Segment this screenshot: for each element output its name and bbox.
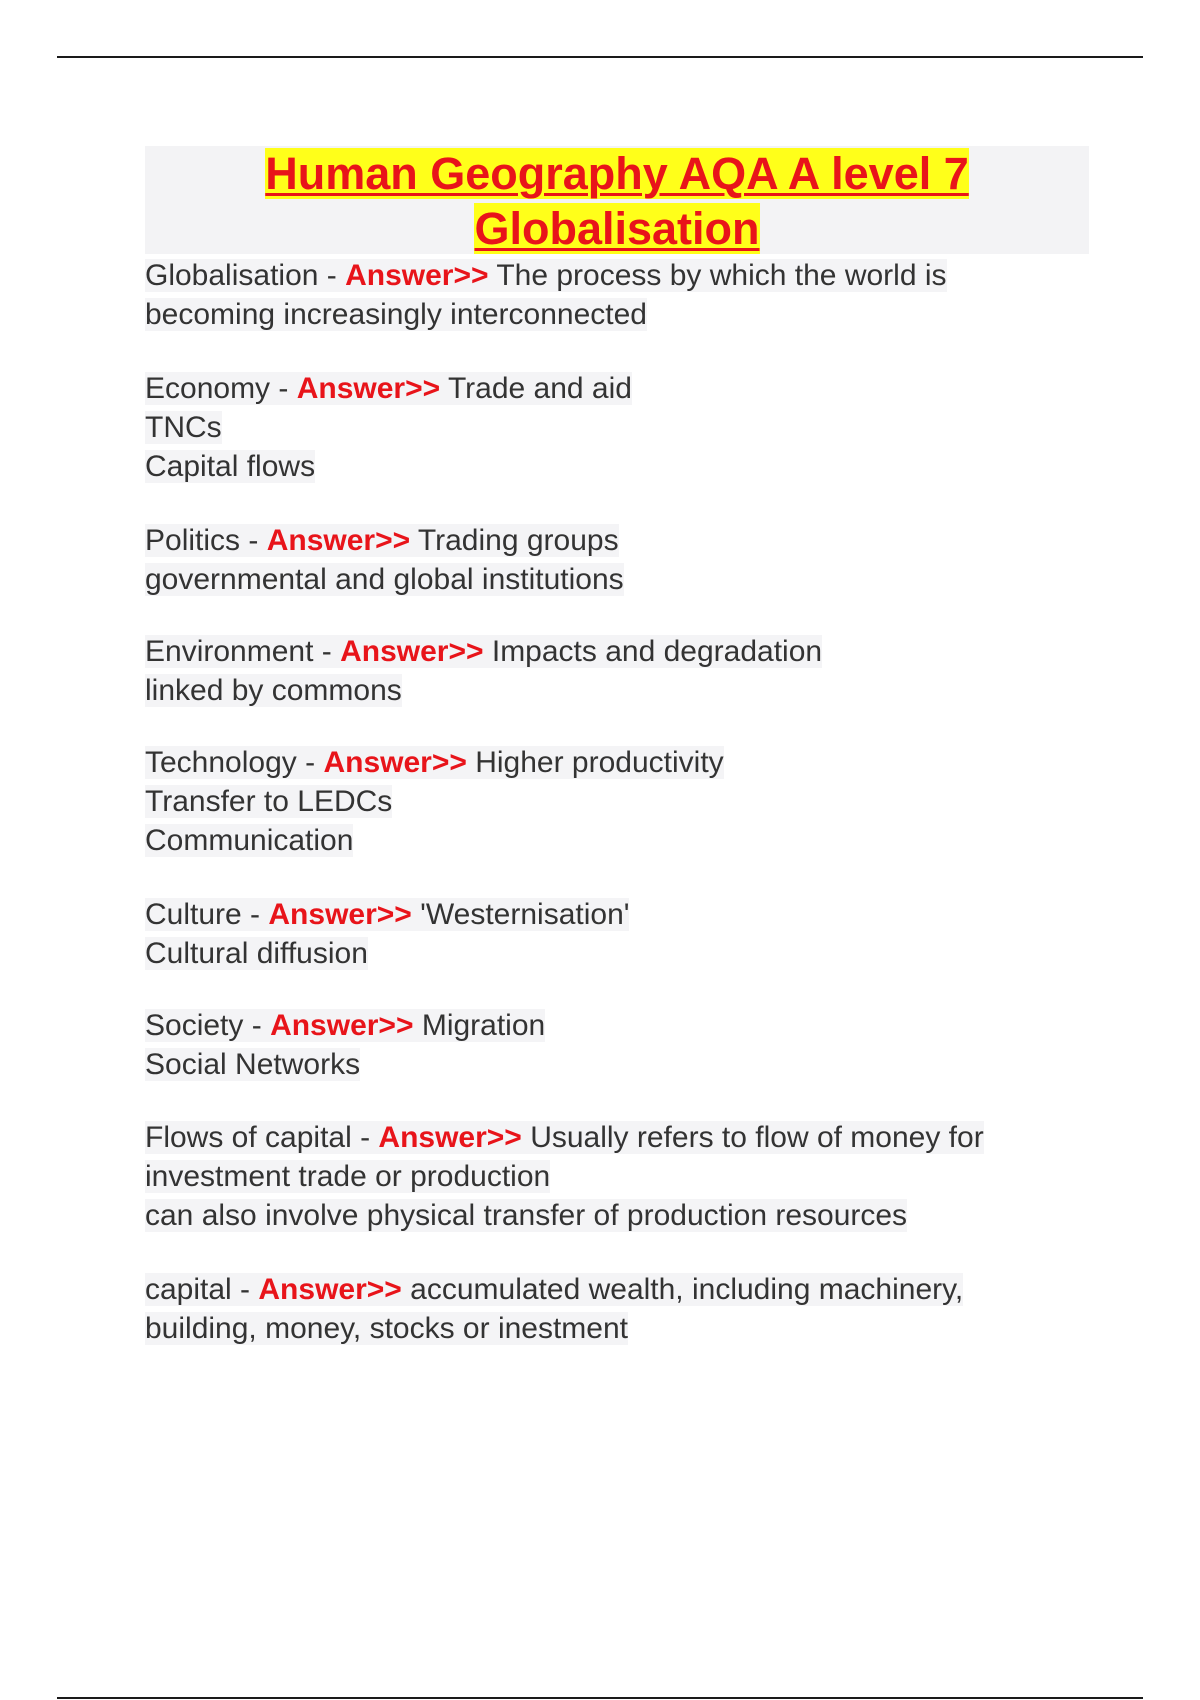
answer-tag: Answer>> <box>296 372 441 405</box>
qa-line-text: Politics - Answer>> Trading groups <box>145 524 619 557</box>
qa-entry <box>145 895 1145 973</box>
answer-tag: Answer>> <box>268 898 412 931</box>
qa-term: Globalisation <box>145 259 319 292</box>
answer-tag: Answer>> <box>340 635 484 668</box>
qa-answer-line <box>145 560 1145 599</box>
qa-first-line <box>145 895 1145 934</box>
qa-answer-line <box>145 1045 1145 1084</box>
qa-first-line <box>145 632 1145 671</box>
qa-answer: Migration <box>421 1009 546 1042</box>
qa-answer-line <box>145 1196 1145 1235</box>
qa-answer-line-text: investment trade or production <box>145 1160 551 1193</box>
qa-first-line <box>145 1270 1145 1309</box>
qa-term: Culture <box>145 898 242 931</box>
title-line-2: Globalisation <box>474 203 760 254</box>
qa-answer-line-text: Communication <box>145 824 354 857</box>
qa-entry <box>145 1118 1145 1235</box>
qa-answer-line-text: building, money, stocks or inestment <box>145 1312 629 1345</box>
qa-first-line <box>145 256 1145 295</box>
qa-answer: accumulated wealth, including machinery, <box>410 1273 964 1306</box>
qa-answer-line <box>145 1157 1145 1196</box>
qa-answer-line <box>145 782 1145 821</box>
qa-line-text: Society - Answer>> Migration <box>145 1009 546 1042</box>
qa-line-text: Globalisation - Answer>> The process by which the world is <box>145 259 947 292</box>
qa-answer-line-text: linked by commons <box>145 674 402 707</box>
qa-first-line <box>145 521 1145 560</box>
qa-entry <box>145 743 1145 860</box>
qa-line-text: Flows of capital - Answer>> Usually refers to flow of money for <box>145 1121 984 1154</box>
qa-answer: 'Westernisation' <box>420 898 630 931</box>
qa-answer: The process by which the world is <box>496 259 947 292</box>
qa-first-line <box>145 1006 1145 1045</box>
qa-entry <box>145 1006 1145 1084</box>
qa-entry <box>145 521 1145 599</box>
qa-entry <box>145 632 1145 710</box>
qa-answer-line-text: can also involve physical transfer of production resources <box>145 1199 908 1232</box>
qa-first-line <box>145 743 1145 782</box>
document-title <box>145 146 1089 254</box>
qa-answer: Higher productivity <box>475 746 724 779</box>
qa-answer-line-text: governmental and global institutions <box>145 563 624 596</box>
qa-answer-line-text: Capital flows <box>145 450 316 483</box>
qa-answer-line <box>145 1309 1145 1348</box>
qa-list <box>145 256 1145 1348</box>
qa-answer-line-text: Cultural diffusion <box>145 937 368 970</box>
qa-answer: Usually refers to flow of money for <box>530 1121 984 1154</box>
qa-line-text: Technology - Answer>> Higher productivity <box>145 746 724 779</box>
qa-term: Environment <box>145 635 314 668</box>
qa-line-text: Economy - Answer>> Trade and aid <box>145 372 632 405</box>
qa-term: Society <box>145 1009 244 1042</box>
qa-term: Politics <box>145 524 241 557</box>
qa-entry <box>145 369 1145 486</box>
qa-answer-line <box>145 408 1145 447</box>
qa-answer-line <box>145 934 1145 973</box>
qa-term: Economy <box>145 372 271 405</box>
qa-answer-line-text: TNCs <box>145 411 222 444</box>
qa-line-text: Culture - Answer>> 'Westernisation' <box>145 898 630 931</box>
qa-term: Flows of capital <box>145 1121 352 1154</box>
qa-term: capital <box>145 1273 232 1306</box>
qa-answer: Impacts and degradation <box>491 635 823 668</box>
qa-line-text: capital - Answer>> accumulated wealth, including machinery, <box>145 1273 964 1306</box>
answer-tag: Answer>> <box>266 524 411 557</box>
top-rule <box>57 56 1143 58</box>
bottom-rule <box>57 1697 1143 1699</box>
qa-entry <box>145 1270 1145 1348</box>
qa-entry <box>145 256 1145 334</box>
answer-tag: Answer>> <box>345 259 489 292</box>
qa-line-text: Environment - Answer>> Impacts and degradation <box>145 635 823 668</box>
qa-answer: Trading groups <box>417 524 619 557</box>
qa-answer-line-text: becoming increasingly interconnected <box>145 298 647 331</box>
qa-term: Technology <box>145 746 297 779</box>
qa-answer: Trade and aid <box>447 372 632 405</box>
answer-tag: Answer>> <box>323 746 467 779</box>
answer-tag: Answer>> <box>378 1121 522 1154</box>
qa-answer-line-text: Social Networks <box>145 1048 361 1081</box>
qa-answer-line <box>145 295 1145 334</box>
qa-answer-line <box>145 671 1145 710</box>
qa-first-line <box>145 369 1145 408</box>
answer-tag: Answer>> <box>270 1009 414 1042</box>
qa-first-line <box>145 1118 1145 1157</box>
qa-answer-line-text: Transfer to LEDCs <box>145 785 393 818</box>
qa-answer-line <box>145 821 1145 860</box>
answer-tag: Answer>> <box>258 1273 402 1306</box>
qa-answer-line <box>145 447 1145 486</box>
title-line-1: Human Geography AQA A level 7 <box>265 148 969 199</box>
